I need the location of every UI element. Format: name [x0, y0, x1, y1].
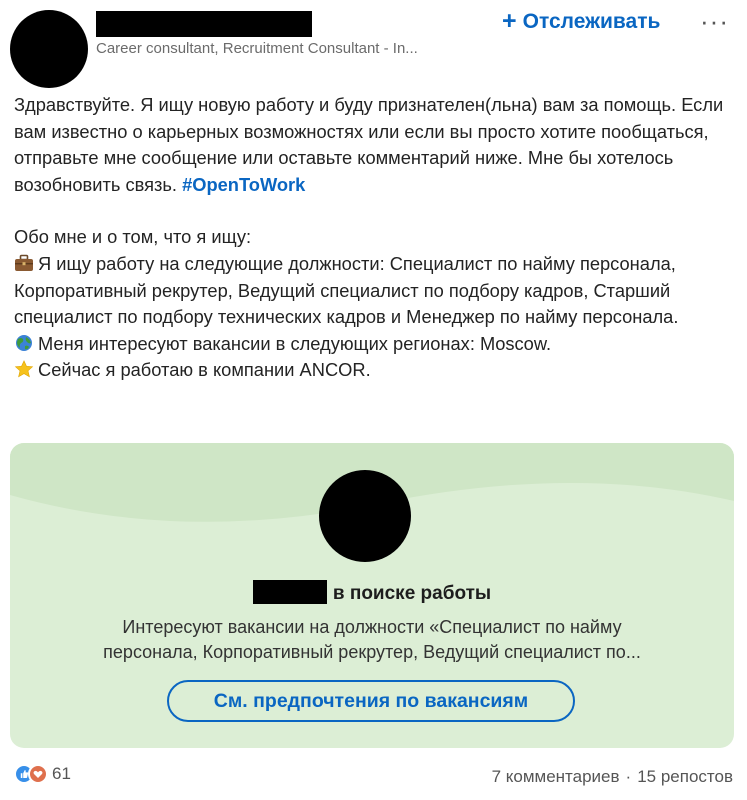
more-options-icon[interactable]: ··· — [700, 6, 729, 36]
current-line — [14, 357, 729, 384]
post-intro — [14, 92, 729, 198]
positions-text: Я ищу работу на следующие должности: Специалист по найму персонала, Корпоративный рекрутер, Ведущий специалист по подбору кадров, Старший специалист по подбору технических кадров и Менеджер по найму персонала. — [14, 252, 679, 328]
about-heading: Обо мне и о том, что я ищу: — [14, 226, 252, 248]
reposts-link[interactable]: 15 репостов — [637, 767, 733, 786]
current-text: Сейчас я работаю в компании ANCOR. — [38, 359, 371, 381]
card-title-text: в поиске работы — [332, 583, 492, 604]
engagement-stats — [492, 767, 733, 787]
view-job-preferences-button[interactable]: См. предпочтения по вакансиям — [167, 680, 575, 722]
post-header — [0, 0, 747, 90]
briefcase-icon — [14, 254, 34, 272]
card-title — [10, 580, 734, 605]
hashtag-link[interactable]: #OpenToWork — [182, 173, 306, 195]
love-reaction-icon — [28, 764, 48, 784]
follow-label: Отслеживать — [522, 9, 661, 33]
comments-link[interactable]: 7 комментариев — [491, 767, 620, 786]
card-avatar[interactable] — [319, 470, 411, 562]
card-description — [50, 615, 694, 665]
author-avatar[interactable] — [10, 10, 88, 88]
post-body — [14, 92, 729, 384]
stats-separator: · — [625, 767, 632, 786]
author-name-redacted[interactable] — [96, 11, 312, 37]
reactions-summary[interactable] — [14, 764, 71, 784]
post-intro-text: Здравствуйте. Я ищу новую работу и буду признателен(льна) вам за помощь. Если вам известно о карьерных возможностях или если вы просто хотите пообщаться, отправьте мне сообщение или оставьте комментарий ниже. Мне бы хотелось возобновить связь. — [14, 94, 724, 195]
follow-button[interactable] — [502, 9, 660, 34]
card-name-redacted — [253, 580, 327, 604]
post-footer — [0, 760, 747, 796]
open-to-work-card[interactable] — [10, 443, 734, 748]
card-description-line: персонала, Корпоративный рекрутер, Ведущий специалист по... — [103, 642, 641, 662]
reaction-count: 61 — [52, 764, 71, 783]
regions-text: Меня интересуют вакансии в следующих регионах: Moscow. — [38, 332, 552, 354]
plus-icon: + — [502, 7, 517, 35]
globe-icon — [14, 334, 34, 352]
regions-line — [14, 331, 729, 358]
positions-line — [14, 251, 729, 331]
star-icon — [14, 360, 34, 378]
author-headline: Career consultant, Recruitment Consultant - In... — [96, 40, 418, 57]
card-description-line: Интересуют вакансии на должности «Специалист по найму — [122, 617, 622, 637]
